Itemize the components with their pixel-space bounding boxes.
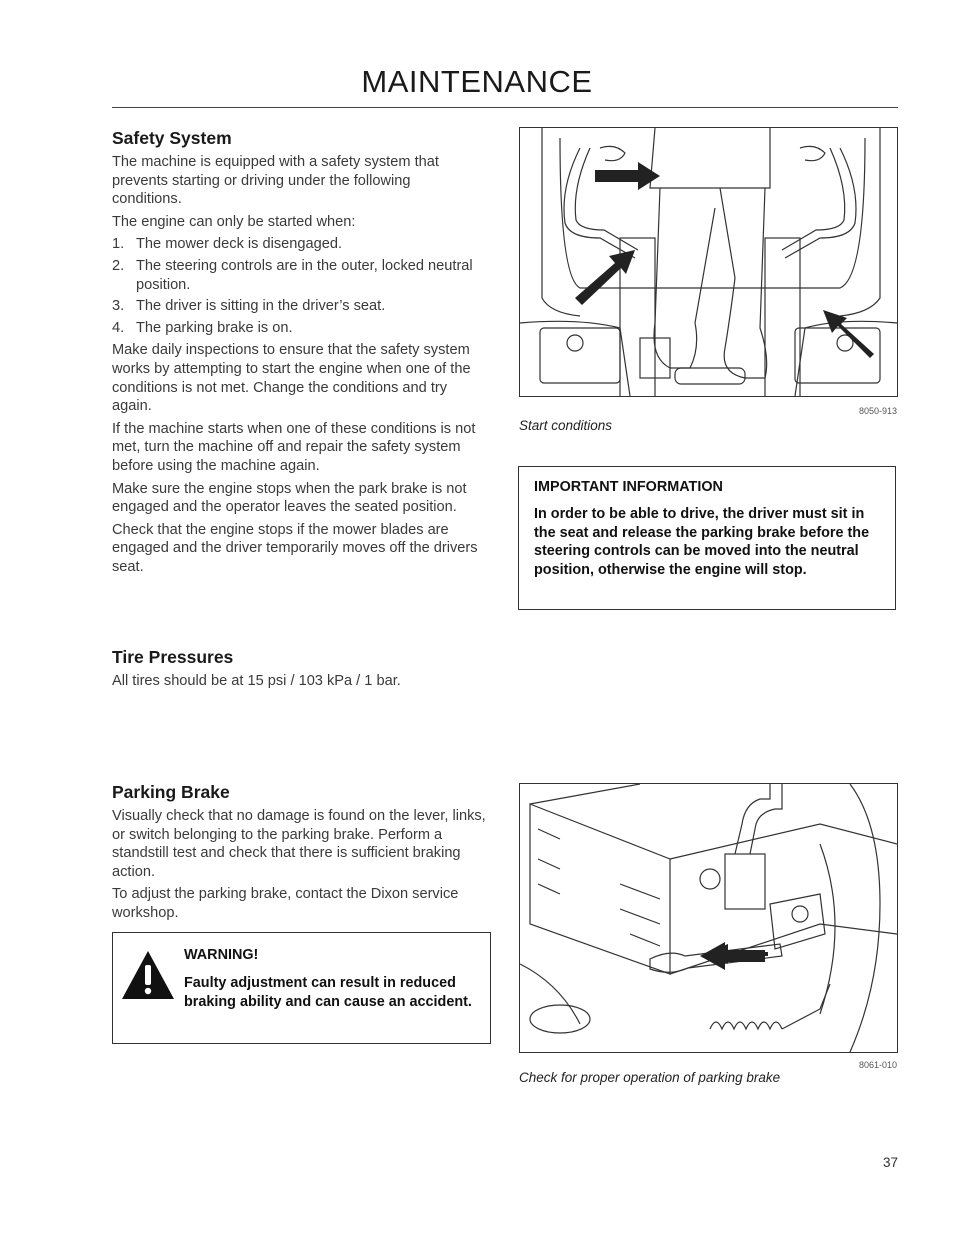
figure-code: 8050-913 [858, 406, 897, 416]
safety-paragraph: Check that the engine stops if the mower blades are engaged and the driver temporarily moves off the drivers seat. [112, 521, 478, 575]
important-information-heading: IMPORTANT INFORMATION [534, 479, 723, 495]
figure-caption: Start conditions [519, 418, 613, 433]
parking-brake-illustration [519, 783, 898, 1053]
warning-heading: WARNING! [184, 947, 259, 963]
page-title: MAINTENANCE [361, 64, 593, 99]
warning-triangle-icon [120, 949, 176, 1001]
parking-brake-section [112, 782, 490, 927]
safety-system-heading: Safety System [112, 128, 232, 148]
list-item-number: 2. [112, 257, 125, 274]
tire-pressures-text: All tires should be at 15 psi / 103 kPa / 1 bar. [112, 673, 401, 689]
list-item [112, 319, 480, 338]
parking-brake-paragraph: Visually check that no damage is found on the lever, links, or switch belonging to the parking brake. Perform a standstill test and check that there is sufficient braking action. [112, 808, 486, 880]
list-item-text: The mower deck is disengaged. [136, 236, 343, 253]
list-item-number: 4. [112, 319, 125, 336]
tire-pressures-section [112, 647, 480, 695]
page-number: 37 [882, 1155, 898, 1170]
important-information-text: In order to be able to drive, the driver must sit in the seat and release the parking brake before the steering controls can be moved into the neutral position, otherwise the engine will stop. [534, 506, 870, 578]
warning-text: Faulty adjustment can result in reduced braking ability and can cause an accident. [184, 975, 472, 1010]
safety-paragraph: Make daily inspections to ensure that the safety system works by attempting to start the engine when one of the conditions is not met. Change the conditions and try again. [112, 342, 471, 415]
important-information-box [518, 466, 896, 610]
safety-paragraph: Make sure the engine stops when the park brake is not engaged and the operator leaves the seated position. [112, 480, 467, 516]
start-conditions-list [112, 235, 480, 337]
list-item-text: The parking brake is on. [136, 319, 293, 336]
list-item-text: The steering controls are in the outer, locked neutral position. [136, 257, 473, 293]
list-item-text: The driver is sitting in the driver’s seat. [136, 298, 386, 315]
start-conditions-illustration [519, 127, 898, 397]
figure-caption: Check for proper operation of parking brake [519, 1070, 781, 1085]
safety-system-section [112, 128, 480, 580]
parking-brake-drawing [520, 784, 897, 1052]
figure-code: 8061-010 [858, 1060, 897, 1070]
list-item-number: 1. [112, 236, 125, 253]
safety-paragraph: If the machine starts when one of these conditions is not met, turn the machine off and repair the safety system before using the machine again. [112, 420, 476, 474]
list-item [112, 235, 480, 254]
operator-seat-drawing [520, 128, 897, 396]
tire-pressures-heading: Tire Pressures [112, 647, 234, 667]
title-divider [112, 107, 898, 108]
list-item [112, 297, 480, 316]
warning-box [112, 932, 491, 1044]
safety-lead: The engine can only be started when: [112, 213, 356, 230]
list-item-number: 3. [112, 298, 125, 315]
safety-intro: The machine is equipped with a safety system that prevents starting or driving under the following conditions. [112, 154, 439, 208]
parking-brake-paragraph: To adjust the parking brake, contact the Dixon service workshop. [112, 886, 459, 921]
parking-brake-heading: Parking Brake [112, 782, 230, 802]
list-item [112, 257, 480, 294]
